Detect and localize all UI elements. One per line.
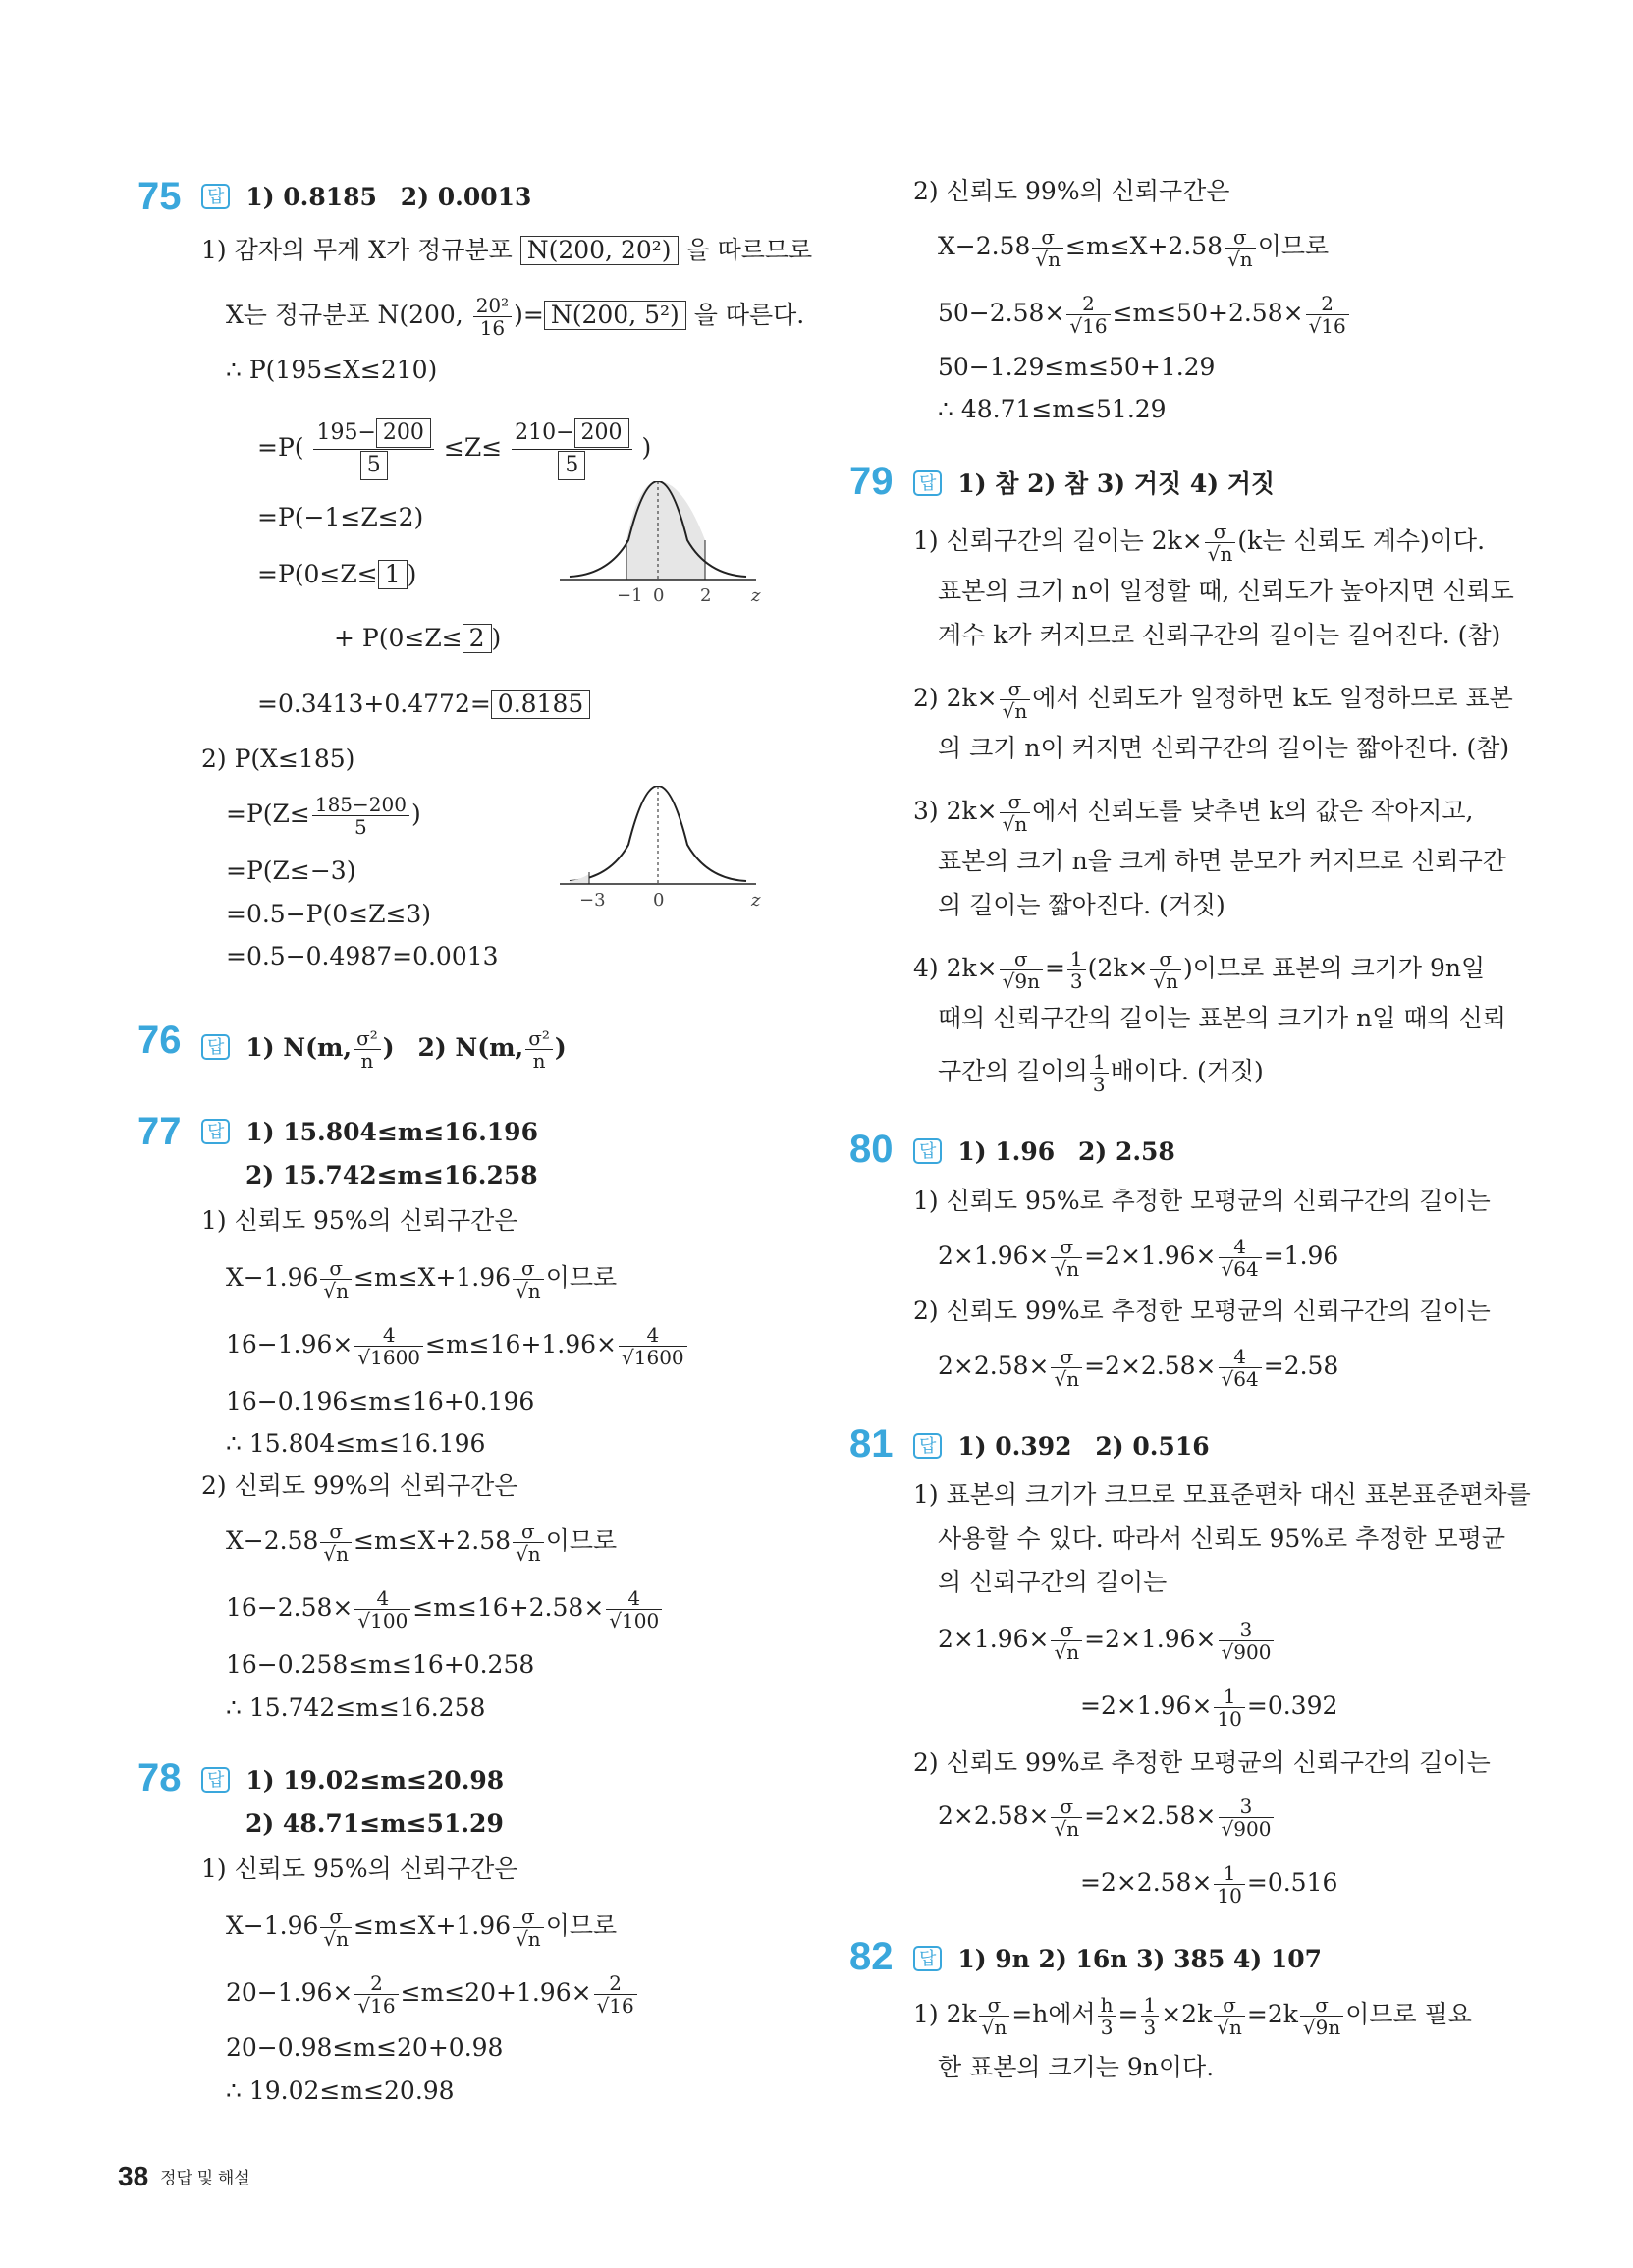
line: 1) 2k (913, 2000, 977, 2028)
shaded-area (626, 481, 705, 580)
fraction-top: 4 (606, 1587, 662, 1610)
line: 50−1.29≤m≤50+1.29 (938, 353, 1216, 381)
page-footer (118, 2161, 250, 2192)
line: X는 정규분포 N(200, (226, 301, 463, 329)
line: (k는 신뢰도 계수)이다. (1237, 526, 1486, 555)
normal-curve-graph (560, 786, 776, 913)
fraction-bottom: √n (1207, 542, 1233, 566)
normal-curve-graph (560, 481, 776, 609)
line: 2) 신뢰도 99%의 신뢰구간은 (201, 1471, 518, 1500)
line: X−1.96 (226, 1263, 319, 1292)
answer-1: 1) 15.804≤m≤16.196 (245, 1118, 538, 1146)
answer-2: 2) 2.58 (1078, 1137, 1175, 1166)
line: = (1044, 954, 1065, 982)
line: 계수 k가 커지므로 신뢰구간의 길이는 길어진다. (참) (938, 621, 1501, 649)
fraction-top: 3 (1219, 1619, 1275, 1641)
fraction-bottom: n (532, 1049, 546, 1073)
axis-label: z (751, 585, 761, 606)
fraction-top: σ (513, 1521, 544, 1543)
line: 3) 2k× (913, 797, 998, 825)
line: 에서 신뢰도를 낮추면 k의 값은 작아지고, (1032, 797, 1474, 825)
line: ≤m≤X+2.58 (354, 1526, 512, 1555)
tick-label: 0 (653, 890, 665, 911)
answer-2: 2) 0.516 (1095, 1432, 1210, 1461)
line: ∴ P(195≤X≤210) (226, 356, 438, 384)
tick-label: 0 (653, 585, 665, 606)
line: =h에서 (1011, 2000, 1096, 2028)
fraction-bottom: √n (516, 1927, 541, 1951)
line: 2×2.58× (938, 1801, 1050, 1830)
line: 1) 신뢰구간의 길이는 2k× (913, 526, 1203, 555)
fraction-top: 1 (1067, 948, 1086, 970)
fraction-bottom: √100 (357, 1609, 408, 1632)
answer-badge: 답 (201, 184, 230, 209)
line: ) (641, 433, 652, 462)
line: ) (407, 560, 417, 588)
fraction-top: 1 (1090, 1051, 1109, 1074)
answer-badge: 답 (913, 1946, 942, 1971)
line: ≤Z≤ (443, 433, 503, 462)
answer-badge: 답 (201, 1119, 230, 1144)
line: =P(Z≤ (226, 800, 310, 828)
fraction-top: 1 (1141, 1994, 1160, 2017)
line: 2) 신뢰도 99%로 추정한 모평균의 신뢰구간의 길이는 (913, 1748, 1491, 1777)
fraction-top: σ² (525, 1027, 553, 1050)
fraction-bottom: √1600 (622, 1346, 684, 1369)
line: 2×1.96× (938, 1242, 1050, 1270)
line: 이므로 (545, 1911, 618, 1940)
fraction-bottom: √n (1054, 1640, 1080, 1664)
boxed-value: 5 (360, 451, 388, 480)
fraction-top: σ (1000, 678, 1031, 700)
page-number: 38 (118, 2161, 149, 2191)
line: 을 따르므로 (685, 236, 813, 264)
line: 표본의 크기 n이 일정할 때, 신뢰도가 높아지면 신뢰도 (938, 577, 1514, 605)
line: =0.5−0.4987=0.0013 (226, 942, 499, 970)
line: ∴ 48.71≤m≤51.29 (938, 395, 1167, 423)
line: 1) 신뢰도 95%의 신뢰구간은 (201, 1854, 518, 1883)
line: 16−2.58× (226, 1593, 354, 1622)
line: =2×1.96× (1084, 1625, 1217, 1653)
line: 이므로 (1257, 232, 1330, 260)
boxed-value: 5 (558, 451, 585, 480)
line: ∴ 19.02≤m≤20.98 (226, 2076, 455, 2105)
fraction-top: 20² (473, 295, 512, 317)
answer-close: ) (382, 1033, 395, 1062)
line: =2k (1246, 2000, 1298, 2028)
line: =P(Z≤−3) (226, 857, 356, 885)
answer-1: 1) 0.392 (957, 1432, 1072, 1461)
fraction-bottom: √1600 (357, 1346, 421, 1369)
fraction-bottom: √16 (357, 1994, 396, 2018)
fraction-bottom: √900 (1221, 1640, 1272, 1664)
fraction-top: σ (1225, 226, 1256, 249)
fraction-top: h (1098, 1994, 1116, 2017)
fraction-top: σ (1051, 1619, 1082, 1641)
fraction-bottom: 10 (1217, 1884, 1242, 1908)
line: 20−0.98≤m≤20+0.98 (226, 2033, 504, 2062)
boxed-value: 200 (574, 418, 629, 448)
fraction-top: 1 (1214, 1686, 1244, 1708)
answer-close: ) (554, 1033, 567, 1062)
line: ) (491, 624, 502, 652)
fraction-bottom: √n (1002, 812, 1028, 836)
line: 50−2.58× (938, 299, 1065, 327)
answer-badge: 답 (201, 1767, 230, 1793)
answer-2: 2) N(m, (417, 1033, 524, 1062)
problem-number: 81 (849, 1422, 894, 1466)
line: ×2k (1161, 2000, 1213, 2028)
answer-badge: 답 (913, 1138, 942, 1164)
answer: 1) 참 2) 참 3) 거짓 4) 거짓 (957, 470, 1276, 498)
line: =1.96 (1263, 1242, 1339, 1270)
fraction-bottom: 16 (479, 316, 506, 340)
line: + P(0≤Z≤ (334, 624, 463, 652)
line: 2) P(X≤185) (201, 745, 355, 773)
fraction-bottom: √900 (1221, 1817, 1272, 1841)
fraction-top: 4 (354, 1324, 423, 1347)
line: =P(0≤Z≤ (257, 560, 378, 588)
answer-2: 2) 15.742≤m≤16.258 (245, 1161, 538, 1189)
line: 16−0.258≤m≤16+0.258 (226, 1650, 535, 1679)
fraction-bottom: √64 (1221, 1367, 1259, 1391)
fraction-top: 3 (1219, 1796, 1275, 1818)
fraction-bottom: √9n (1302, 2016, 1341, 2039)
fraction-top: σ (320, 1521, 352, 1543)
fraction-top: σ (1214, 1994, 1245, 2017)
line: 2×2.58× (938, 1352, 1050, 1380)
line: )이므로 표본의 크기가 9n일 (1183, 954, 1486, 982)
line: 이므로 필요 (1345, 2000, 1472, 2028)
line: 2) 2k× (913, 684, 998, 712)
fraction-bottom: √n (981, 2016, 1007, 2039)
line: 2×1.96× (938, 1625, 1050, 1653)
fraction-bottom: √n (1054, 1817, 1080, 1841)
fraction-top: σ (1051, 1236, 1082, 1258)
line: 배이다. (거짓) (1110, 1057, 1264, 1085)
line: =0.516 (1246, 1868, 1338, 1897)
line: =2×1.96× (1084, 1242, 1217, 1270)
line: 1) 신뢰도 95%의 신뢰구간은 (201, 1206, 518, 1235)
fraction-bottom: √100 (609, 1609, 660, 1632)
answer-1: 1) 19.02≤m≤20.98 (245, 1766, 505, 1795)
line: ≤m≤20+1.96× (400, 1978, 592, 2007)
fraction-top: σ (1300, 1994, 1343, 2017)
fraction-top: 4 (354, 1587, 410, 1610)
line: 이므로 (545, 1263, 618, 1292)
line: ≤m≤16+1.96× (425, 1330, 618, 1358)
line: ≤m≤X+1.96 (354, 1911, 512, 1940)
tick-label: −3 (579, 890, 606, 911)
line: =2×2.58× (1080, 1868, 1213, 1897)
problem-number: 75 (137, 175, 182, 218)
boxed-value: N(200, 20²) (520, 236, 679, 265)
line: )= (514, 301, 544, 329)
boxed-value: 1 (378, 560, 408, 589)
line: 표본의 크기 n을 크게 하면 분모가 커지므로 신뢰구간 (938, 847, 1506, 875)
line: 2) 신뢰도 99%로 추정한 모평균의 신뢰구간의 길이는 (913, 1297, 1491, 1325)
fraction-bottom: 5 (354, 815, 367, 839)
fraction-top: 2 (354, 1972, 398, 1995)
fraction-bottom: √16 (1069, 314, 1108, 338)
line: =P(−1≤Z≤2) (257, 503, 424, 531)
line: ≤m≤X+2.58 (1065, 232, 1224, 260)
fraction-bottom: √n (323, 1542, 350, 1566)
fraction-bottom: √n (1002, 699, 1028, 723)
fraction-bottom: 3 (1100, 2016, 1114, 2039)
line: =2×2.58× (1084, 1801, 1217, 1830)
tick-label: −1 (617, 585, 643, 606)
fraction-bottom: √n (1035, 248, 1061, 271)
line: X−2.58 (226, 1526, 319, 1555)
line: ∴ 15.742≤m≤16.258 (226, 1693, 486, 1722)
axis-label: z (751, 890, 761, 911)
line: 때의 신뢰구간의 길이는 표본의 크기가 n일 때의 신뢰 (938, 1004, 1506, 1032)
line: 사용할 수 있다. 따라서 신뢰도 95%로 추정한 모평균 (938, 1524, 1505, 1553)
fraction-top: σ (513, 1257, 544, 1280)
problem-number: 76 (137, 1019, 182, 1062)
line: 을 따른다. (693, 301, 805, 329)
line: ≤m≤16+2.58× (412, 1593, 605, 1622)
line: = (1117, 2000, 1139, 2028)
boxed-value: N(200, 5²) (544, 301, 686, 330)
boxed-value: 200 (376, 418, 431, 448)
answer: 1) 9n 2) 16n 3) 385 4) 107 (957, 1945, 1323, 1973)
fraction-bottom: 3 (1143, 2016, 1157, 2039)
fraction-top: σ (1150, 948, 1181, 970)
answer-badge: 답 (913, 470, 942, 496)
fraction-bottom: √n (516, 1279, 541, 1302)
line: =0.3413+0.4772= (257, 690, 491, 718)
problem-number: 77 (137, 1110, 182, 1153)
line: 구간의 길이의 (938, 1057, 1088, 1085)
fraction-top: σ (320, 1906, 352, 1928)
line: 에서 신뢰도가 일정하면 k도 일정하므로 표본 (1032, 684, 1513, 712)
fraction-top: σ (1051, 1796, 1082, 1818)
line: 16−0.196≤m≤16+0.196 (226, 1387, 535, 1415)
line: 이므로 (545, 1526, 618, 1555)
frac-text: 210− (515, 420, 574, 445)
line: 1) 표본의 크기가 크므로 모표준편차 대신 표본표준편차를 (913, 1480, 1531, 1509)
fraction-top: 4 (1219, 1236, 1262, 1258)
line: 4) 2k× (913, 954, 998, 982)
fraction-bottom: n (360, 1049, 374, 1073)
line: ≤m≤X+1.96 (354, 1263, 512, 1292)
fraction-bottom: √n (1217, 2016, 1242, 2039)
footer-label: 정답 및 해설 (160, 2169, 250, 2187)
line: 의 신뢰구간의 길이는 (938, 1568, 1168, 1596)
fraction-top: σ (1051, 1346, 1082, 1368)
fraction-top: 4 (619, 1324, 687, 1347)
answer-badge: 답 (913, 1433, 942, 1459)
line: (2k× (1087, 954, 1149, 982)
line: ≤m≤50+2.58× (1112, 299, 1304, 327)
line: X−1.96 (226, 1911, 319, 1940)
fraction-top: σ (513, 1906, 544, 1928)
line: 의 크기 n이 커지면 신뢰구간의 길이는 짧아진다. (참) (938, 734, 1510, 762)
problem-number: 78 (137, 1756, 182, 1799)
fraction-bottom: √n (1054, 1367, 1080, 1391)
fraction-top: 4 (1219, 1346, 1262, 1368)
line: X−2.58 (938, 232, 1031, 260)
frac-text: 195− (316, 420, 376, 445)
line: 16−1.96× (226, 1330, 354, 1358)
answer-1: 1) 1.96 (957, 1137, 1056, 1166)
line: 1) 신뢰도 95%로 추정한 모평균의 신뢰구간의 길이는 (913, 1187, 1491, 1215)
fraction-bottom: √16 (596, 1994, 634, 2018)
line: =0.392 (1246, 1691, 1338, 1720)
fraction-bottom: 10 (1217, 1707, 1242, 1731)
fraction-top: 2 (594, 1972, 637, 1995)
line: =2×2.58× (1084, 1352, 1217, 1380)
shaded-area (570, 874, 589, 884)
fraction-bottom: √n (1054, 1257, 1080, 1281)
fraction-top: 185−200 (312, 794, 409, 816)
line: 1) 감자의 무게 X가 정규분포 (201, 236, 513, 264)
fraction-top: 2 (1066, 293, 1110, 315)
fraction-bottom: √64 (1221, 1257, 1259, 1281)
line: 한 표본의 크기는 9n이다. (938, 2053, 1215, 2081)
line: =2.58 (1263, 1352, 1339, 1380)
boxed-value: 0.8185 (491, 690, 590, 719)
problem-number: 79 (849, 460, 894, 503)
fraction-top: σ (1205, 521, 1236, 543)
fraction-bottom: √n (516, 1542, 541, 1566)
line: =2×1.96× (1080, 1691, 1213, 1720)
fraction-top: 2 (1306, 293, 1349, 315)
fraction-top: 1 (1214, 1862, 1244, 1885)
fraction-top: σ (979, 1994, 1010, 2017)
answer-1: 1) N(m, (245, 1033, 353, 1062)
line: 2) 신뢰도 99%의 신뢰구간은 (913, 177, 1230, 205)
fraction-bottom: 3 (1092, 1073, 1106, 1096)
problem-number: 82 (849, 1935, 894, 1978)
line: ∴ 15.804≤m≤16.196 (226, 1429, 486, 1458)
fraction-bottom: √16 (1308, 314, 1346, 338)
fraction-top: σ (320, 1257, 352, 1280)
fraction-bottom: 3 (1069, 969, 1083, 993)
line: 의 길이는 짧아진다. (거짓) (938, 891, 1225, 919)
line: 20−1.96× (226, 1978, 354, 2007)
answer-1: 1) 0.8185 (245, 183, 377, 211)
answer-2: 2) 0.0013 (400, 183, 532, 211)
fraction-bottom: √n (323, 1927, 350, 1951)
fraction-bottom: √n (323, 1279, 350, 1302)
problem-number: 80 (849, 1128, 894, 1171)
line: ) (410, 800, 421, 828)
answer-2: 2) 48.71≤m≤51.29 (245, 1809, 504, 1838)
fraction-top: σ² (354, 1027, 381, 1050)
tick-label: 2 (700, 585, 712, 606)
fraction-bottom: √9n (1002, 969, 1040, 993)
boxed-value: 2 (463, 624, 492, 653)
fraction-top: σ (1000, 948, 1043, 970)
fraction-bottom: √n (1153, 969, 1179, 993)
line: =P( (257, 433, 304, 462)
line: =0.5−P(0≤Z≤3) (226, 900, 432, 928)
answer-badge: 답 (201, 1034, 230, 1060)
fraction-top: σ (1032, 226, 1063, 249)
fraction-top: σ (1000, 791, 1031, 813)
fraction-bottom: √n (1227, 248, 1253, 271)
